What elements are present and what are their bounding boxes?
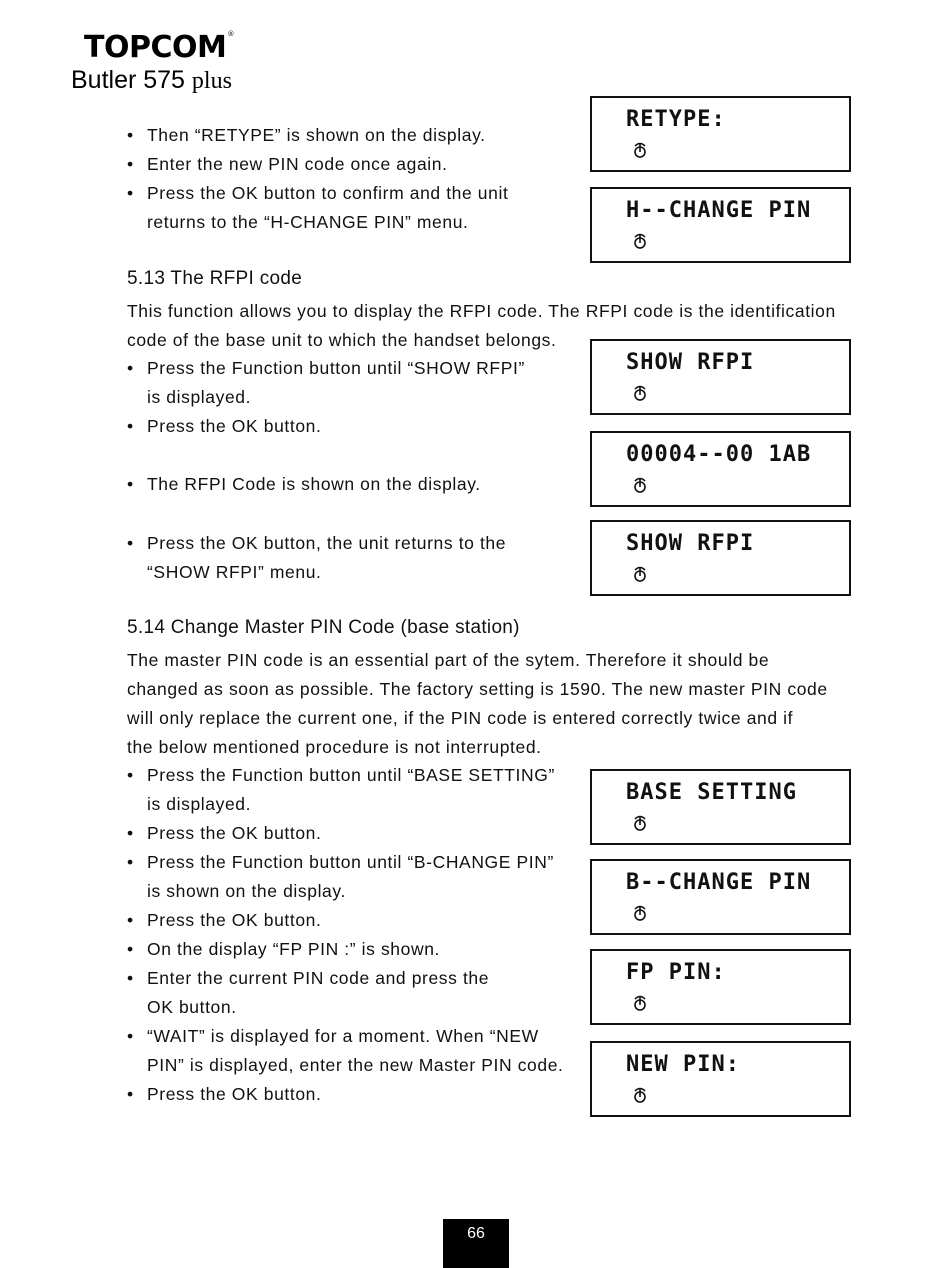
- list-item: • The RFPI Code is shown on the display.: [127, 470, 481, 499]
- handset-key-icon: [632, 993, 648, 1011]
- lcd-text: FP PIN:: [626, 960, 726, 985]
- page-number: 66: [443, 1219, 509, 1268]
- paragraph-line: will only replace the current one, if the PIN code is entered correctly twice and if: [127, 708, 794, 728]
- list-item: • On the display “FP PIN :” is shown.: [127, 935, 440, 964]
- paragraph-line: code of the base unit to which the handset belongs.: [127, 330, 557, 350]
- list-item: • Press the OK button.: [127, 819, 321, 848]
- model-name: Butler 575 plus: [71, 66, 232, 94]
- list-item: • Press the OK button.: [127, 906, 321, 935]
- list-item: • “WAIT” is displayed for a moment. When “NEW PIN” is displayed, enter the new Master PIN code.: [127, 1022, 564, 1080]
- list-item: • Press the Function button until “BASE SETTING” is displayed.: [127, 761, 555, 819]
- paragraph-line: The master PIN code is an essential part of the sytem. Therefore it should be: [127, 650, 770, 670]
- list-item: • Press the OK button, the unit returns to the “SHOW RFPI” menu.: [127, 529, 506, 587]
- section-heading-5-14: 5.14 Change Master PIN Code (base station): [127, 617, 520, 638]
- lcd-display: [590, 339, 851, 415]
- list-item: • Enter the current PIN code and press the OK button.: [127, 964, 489, 1022]
- lcd-text: RETYPE:: [626, 107, 726, 132]
- lcd-text: SHOW RFPI: [626, 350, 755, 375]
- lcd-text: 00004--00 1AB: [626, 442, 812, 467]
- lcd-display: [590, 859, 851, 935]
- handset-key-icon: [632, 231, 648, 249]
- lcd-display: [590, 769, 851, 845]
- lcd-display: [590, 431, 851, 507]
- lcd-display: [590, 520, 851, 596]
- list-item: • Press the Function button until “SHOW RFPI” is displayed.: [127, 354, 525, 412]
- handset-key-icon: [632, 140, 648, 158]
- lcd-display: [590, 949, 851, 1025]
- lcd-text: NEW PIN:: [626, 1052, 740, 1077]
- handset-key-icon: [632, 813, 648, 831]
- handset-key-icon: [632, 1085, 648, 1103]
- handset-key-icon: [632, 564, 648, 582]
- paragraph-line: changed as soon as possible. The factory setting is 1590. The new master PIN code: [127, 679, 828, 699]
- lcd-display: [590, 187, 851, 263]
- section-heading-5-13: 5.13 The RFPI code: [127, 268, 303, 289]
- lcd-text: SHOW RFPI: [626, 531, 755, 556]
- list-item: • Press the OK button.: [127, 1080, 321, 1109]
- list-item: • Press the Function button until “B-CHANGE PIN” is shown on the display.: [127, 848, 554, 906]
- lcd-display: [590, 96, 851, 172]
- lcd-text: H--CHANGE PIN: [626, 198, 812, 223]
- list-item: • Press the OK button.: [127, 412, 321, 441]
- handset-key-icon: [632, 383, 648, 401]
- list-item: • Press the OK button to confirm and the unit returns to the “H-CHANGE PIN” menu.: [127, 179, 508, 237]
- paragraph-line: This function allows you to display the RFPI code. The RFPI code is the identification: [127, 301, 836, 321]
- lcd-display: [590, 1041, 851, 1117]
- brand-logo: TOPCOM®: [84, 30, 234, 65]
- handset-key-icon: [632, 475, 648, 493]
- paragraph-line: the below mentioned procedure is not interrupted.: [127, 737, 542, 757]
- handset-key-icon: [632, 903, 648, 921]
- list-item: • Enter the new PIN code once again.: [127, 150, 448, 179]
- lcd-text: BASE SETTING: [626, 780, 797, 805]
- list-item: • Then “RETYPE” is shown on the display.: [127, 121, 486, 150]
- lcd-text: B--CHANGE PIN: [626, 870, 812, 895]
